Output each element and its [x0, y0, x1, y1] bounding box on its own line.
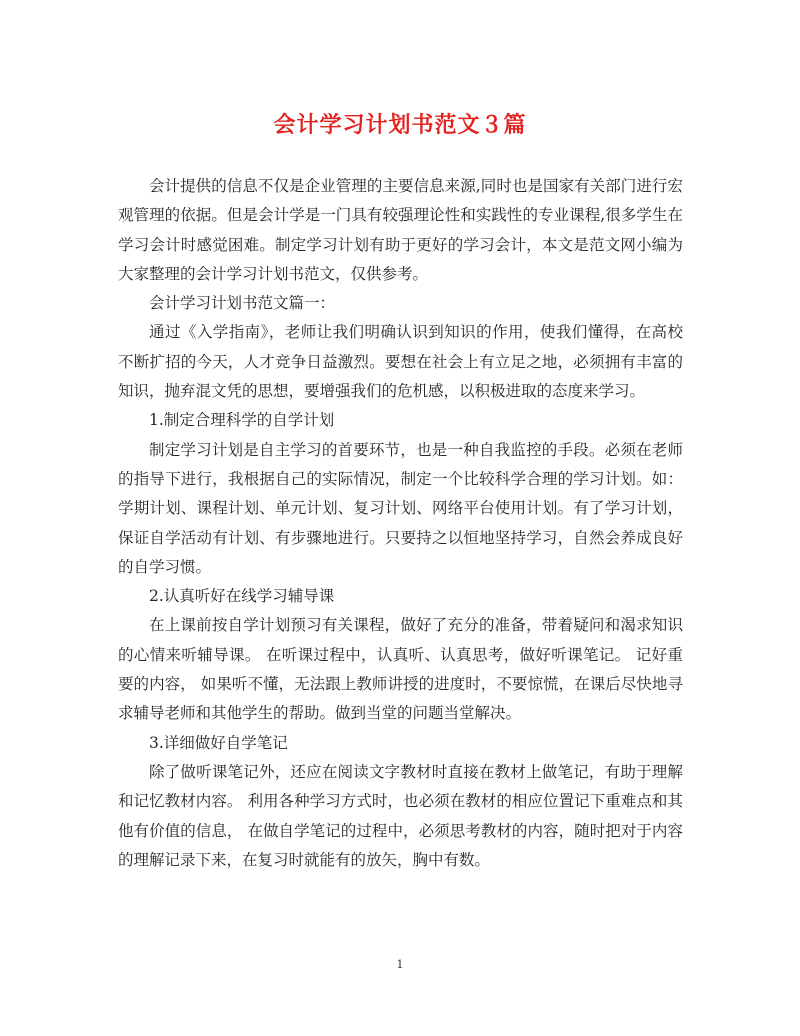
paragraph-section-heading: 会计学习计划书范文篇一：: [149, 294, 336, 313]
document-body: [118, 172, 683, 875]
paragraph-plan-body: 制定学习计划是自主学习的首要环节，也是一种自我监控的手段。必须在老师的指导下进行，我根据自己的实际情况，制定一个比较科学合理的学习计划。如：学期计划、课程计划、单元计划、复习计划、网络平台使用计划。有了学习计划，保证自学活动有计划、有步骤地进行。只要持之以恒地坚持学习，自然会养成良好的自学习惯。: [118, 440, 683, 576]
paragraph-entry-guide: 通过《入学指南》，老师让我们明确认识到知识的作用，使我们懂得，在高校不断扩招的今天，人才竞争日益激烈。要想在社会上有立足之地，必须拥有丰富的知识，抛弃混文凭的思想，要增强我们的危机感，以积极进取的态度来学习。: [118, 323, 683, 401]
paragraph-heading-3: 3.详细做好自学笔记: [149, 733, 288, 752]
page-number: 1: [396, 958, 404, 971]
document-title: 会计学习计划书范文３篇: [273, 112, 527, 138]
paragraph-online-class-body: 在上课前按自学计划预习有关课程，做好了充分的准备，带着疑问和渴求知识的心情来听辅导课。 在听课过程中，认真听、认真思考，做好听课笔记。 记好重要的内容， 如果听不懂，无法跟上教师讲授的进度时，不要惊慌，在课后尽快地寻求辅导老师和其他学生的帮助。做到当堂的问题当堂解决。: [118, 616, 683, 723]
paragraph-intro: 会计提供的信息不仅是企业管理的主要信息来源,同时也是国家有关部门进行宏观管理的依据。但是会计学是一门具有较强理论性和实践性的专业课程,很多学生在学习会计时感觉困难。制定学习计划有助于更好的学习会计，本文是范文网小编为大家整理的会计学习计划书范文，仅供参考。: [118, 177, 683, 283]
paragraph-notes-body: 除了做听课笔记外，还应在阅读文字教材时直接在教材上做笔记，有助于理解和记忆教材内容。 利用各种学习方式时，也必须在教材的相应位置记下重难点和其他有价值的信息， 在做自学笔记的过程中，必须思考教材的内容，随时把对于内容的理解记录下来，在复习时就能有的放矢，胸中有数。: [118, 762, 683, 869]
paragraph-heading-2: 2.认真听好在线学习辅导课: [149, 587, 335, 606]
paragraph-heading-1: 1.制定合理科学的自学计划: [149, 411, 335, 430]
